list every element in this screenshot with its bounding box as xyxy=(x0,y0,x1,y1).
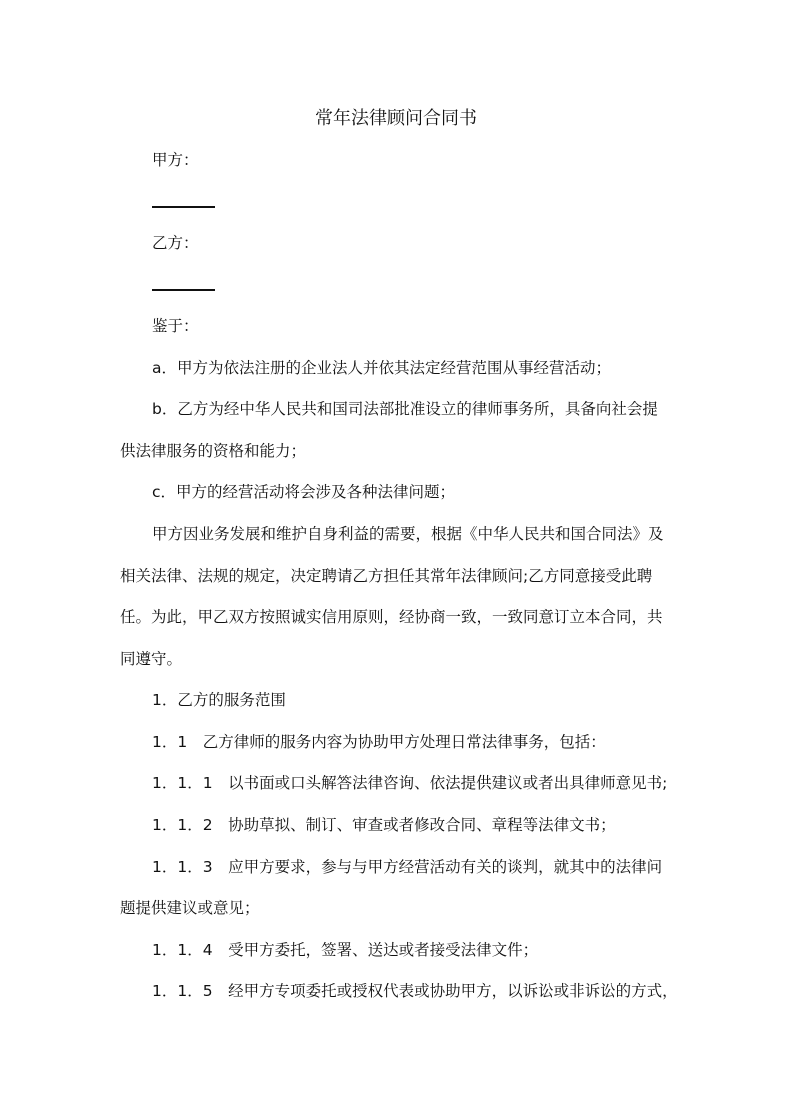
section-1-1-4: 1．1．4 受甲方委托，签署、送达或者接受法律文件； xyxy=(152,941,539,959)
document-title: 常年法律顾问合同书 xyxy=(315,108,477,129)
party-a-label: 甲方： xyxy=(152,151,199,169)
section-1-1-1: 1．1．1 以书面或口头解答法律咨询、依法提供建议或者出具律师意见书; xyxy=(152,774,668,792)
preamble-line-2: 相关法律、法规的规定，决定聘请乙方担任其常年法律顾问;乙方同意接受此聘 xyxy=(120,567,653,585)
clause-b-line-1: b．乙方为经中华人民共和国司法部批准设立的律师事务所，具备向社会提 xyxy=(152,400,658,418)
party-a-blank xyxy=(152,206,215,208)
section-1-1-3-line-2: 题提供建议或意见； xyxy=(120,899,260,917)
clause-b-line-2: 供法律服务的资格和能力； xyxy=(120,442,307,460)
party-b-label: 乙方： xyxy=(152,234,199,252)
section-1-1-5: 1．1．5 经甲方专项委托或授权代表或协助甲方，以诉讼或非诉讼的方式， xyxy=(152,982,678,1000)
whereas-label: 鉴于： xyxy=(152,317,199,335)
clause-a: a．甲方为依法注册的企业法人并依其法定经营范围从事经营活动； xyxy=(152,359,612,377)
party-b-blank xyxy=(152,289,215,291)
clause-c: c．甲方的经营活动将会涉及各种法律问题； xyxy=(152,483,456,501)
preamble-line-3: 任。为此，甲乙双方按照诚实信用原则，经协商一致，一致同意订立本合同，共 xyxy=(120,608,663,626)
section-1-heading: 1．乙方的服务范围 xyxy=(152,691,286,709)
preamble-line-1: 甲方因业务发展和维护自身利益的需要，根据《中华人民共和国合同法》及 xyxy=(152,525,664,543)
preamble-line-4: 同遵守。 xyxy=(120,650,183,668)
section-1-1-3-line-1: 1．1．3 应甲方要求，参与与甲方经营活动有关的谈判，就其中的法律问 xyxy=(152,858,663,876)
section-1-1: 1．1 乙方律师的服务内容为协助甲方处理日常法律事务，包括： xyxy=(152,733,606,751)
section-1-1-2: 1．1．2 协助草拟、制订、审查或者修改合同、章程等法律文书； xyxy=(152,816,616,834)
